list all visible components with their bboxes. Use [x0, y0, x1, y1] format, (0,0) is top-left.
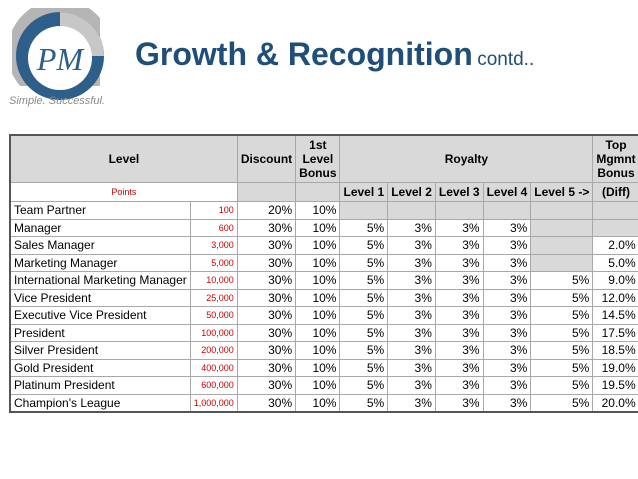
- cell-first-level-bonus: 10%: [296, 307, 340, 325]
- cell-royalty-level-2: 3%: [388, 324, 436, 342]
- table-row: [10, 394, 638, 412]
- header-level-3: Level 3: [435, 183, 483, 202]
- cell-royalty-level-2: 3%: [388, 272, 436, 290]
- cell-royalty-level-1: 5%: [340, 219, 388, 237]
- cell-royalty-level-2: 3%: [388, 289, 436, 307]
- header-discount: Discount: [237, 135, 295, 183]
- cell-first-level-bonus: 10%: [296, 342, 340, 360]
- cell-royalty-level-5: 5%: [531, 289, 593, 307]
- cell-top-mgmt-bonus: [593, 219, 638, 237]
- table-row: [10, 377, 638, 395]
- cell-points: 200,000: [190, 342, 237, 360]
- cell-points: 5,000: [190, 254, 237, 272]
- table-row: [10, 219, 638, 237]
- cell-royalty-level-3: 3%: [435, 254, 483, 272]
- table-row: [10, 237, 638, 255]
- cell-discount: 20%: [237, 202, 295, 220]
- cell-level: Platinum President: [10, 377, 190, 395]
- cell-first-level-bonus: 10%: [296, 289, 340, 307]
- cell-royalty-level-2: [388, 202, 436, 220]
- cell-first-level-bonus: 10%: [296, 202, 340, 220]
- page-title: [135, 36, 534, 73]
- cell-first-level-bonus: 10%: [296, 219, 340, 237]
- table-row: [10, 254, 638, 272]
- cell-points: 100: [190, 202, 237, 220]
- cell-royalty-level-1: 5%: [340, 377, 388, 395]
- cell-royalty-level-4: 3%: [483, 394, 531, 412]
- cell-royalty-level-3: 3%: [435, 219, 483, 237]
- cell-first-level-bonus: 10%: [296, 394, 340, 412]
- cell-royalty-level-3: 3%: [435, 359, 483, 377]
- table-body: [10, 202, 638, 413]
- cell-royalty-level-4: 3%: [483, 289, 531, 307]
- header-diff: (Diff): [593, 183, 638, 202]
- cell-royalty-level-2: 3%: [388, 307, 436, 325]
- cell-royalty-level-1: 5%: [340, 237, 388, 255]
- cell-royalty-level-5: 5%: [531, 359, 593, 377]
- cell-royalty-level-4: [483, 202, 531, 220]
- table-row: [10, 202, 638, 220]
- cell-top-mgmt-bonus: 19.5%: [593, 377, 638, 395]
- cell-royalty-level-3: 3%: [435, 289, 483, 307]
- cell-level: Executive Vice President: [10, 307, 190, 325]
- cell-royalty-level-5: [531, 219, 593, 237]
- cell-royalty-level-5: [531, 202, 593, 220]
- cell-royalty-level-3: 3%: [435, 342, 483, 360]
- cell-level: Team Partner: [10, 202, 190, 220]
- cell-royalty-level-1: 5%: [340, 289, 388, 307]
- cell-discount: 30%: [237, 307, 295, 325]
- cell-royalty-level-4: 3%: [483, 359, 531, 377]
- table-row: [10, 359, 638, 377]
- cell-royalty-level-5: 5%: [531, 272, 593, 290]
- cell-level: Marketing Manager: [10, 254, 190, 272]
- cell-discount: 30%: [237, 219, 295, 237]
- cell-level: International Marketing Manager: [10, 272, 190, 290]
- cell-royalty-level-5: 5%: [531, 342, 593, 360]
- cell-top-mgmt-bonus: 9.0%: [593, 272, 638, 290]
- header-level-4: Level 4: [483, 183, 531, 202]
- cell-discount: 30%: [237, 272, 295, 290]
- header-royalty: Royalty: [340, 135, 593, 183]
- cell-discount: 30%: [237, 324, 295, 342]
- cell-first-level-bonus: 10%: [296, 359, 340, 377]
- header-points: Points: [10, 183, 237, 202]
- logo: [12, 8, 112, 102]
- cell-level: Champion's League: [10, 394, 190, 412]
- cell-level: Manager: [10, 219, 190, 237]
- table-row: [10, 272, 638, 290]
- cell-top-mgmt-bonus: [593, 202, 638, 220]
- cell-royalty-level-3: 3%: [435, 324, 483, 342]
- cell-royalty-level-1: 5%: [340, 307, 388, 325]
- cell-discount: 30%: [237, 237, 295, 255]
- cell-top-mgmt-bonus: 14.5%: [593, 307, 638, 325]
- cell-royalty-level-4: 3%: [483, 377, 531, 395]
- pm-logo-icon: [12, 8, 112, 102]
- cell-discount: 30%: [237, 289, 295, 307]
- cell-royalty-level-1: 5%: [340, 394, 388, 412]
- logo-letters: PM: [36, 41, 84, 77]
- table-row: [10, 307, 638, 325]
- header-first-level-bonus: 1st Level Bonus: [296, 135, 340, 183]
- cell-royalty-level-1: 5%: [340, 324, 388, 342]
- cell-discount: 30%: [237, 377, 295, 395]
- cell-royalty-level-5: [531, 237, 593, 255]
- cell-discount: 30%: [237, 342, 295, 360]
- cell-level: Gold President: [10, 359, 190, 377]
- cell-royalty-level-4: 3%: [483, 324, 531, 342]
- cell-points: 1,000,000: [190, 394, 237, 412]
- growth-table: [9, 134, 638, 413]
- cell-level: Vice President: [10, 289, 190, 307]
- cell-royalty-level-5: 5%: [531, 377, 593, 395]
- cell-first-level-bonus: 10%: [296, 272, 340, 290]
- header-blank-bonus: [296, 183, 340, 202]
- cell-level: Sales Manager: [10, 237, 190, 255]
- header-level: Level: [10, 135, 237, 183]
- cell-royalty-level-2: 3%: [388, 237, 436, 255]
- cell-royalty-level-5: 5%: [531, 324, 593, 342]
- cell-royalty-level-2: 3%: [388, 219, 436, 237]
- cell-royalty-level-4: 3%: [483, 254, 531, 272]
- cell-level: President: [10, 324, 190, 342]
- cell-top-mgmt-bonus: 17.5%: [593, 324, 638, 342]
- cell-royalty-level-3: 3%: [435, 394, 483, 412]
- cell-royalty-level-3: 3%: [435, 307, 483, 325]
- cell-royalty-level-2: 3%: [388, 359, 436, 377]
- cell-discount: 30%: [237, 394, 295, 412]
- cell-royalty-level-4: 3%: [483, 342, 531, 360]
- cell-points: 10,000: [190, 272, 237, 290]
- cell-royalty-level-5: 5%: [531, 307, 593, 325]
- cell-royalty-level-3: 3%: [435, 237, 483, 255]
- header-level-1: Level 1: [340, 183, 388, 202]
- cell-royalty-level-2: 3%: [388, 377, 436, 395]
- cell-royalty-level-5: [531, 254, 593, 272]
- cell-royalty-level-1: 5%: [340, 254, 388, 272]
- cell-top-mgmt-bonus: 19.0%: [593, 359, 638, 377]
- tagline: Simple. Successful.: [9, 95, 105, 107]
- cell-top-mgmt-bonus: 5.0%: [593, 254, 638, 272]
- cell-royalty-level-1: 5%: [340, 359, 388, 377]
- cell-first-level-bonus: 10%: [296, 377, 340, 395]
- cell-royalty-level-4: 3%: [483, 272, 531, 290]
- cell-royalty-level-1: [340, 202, 388, 220]
- cell-royalty-level-3: [435, 202, 483, 220]
- header-level-2: Level 2: [388, 183, 436, 202]
- cell-royalty-level-1: 5%: [340, 272, 388, 290]
- header-level-5: Level 5 ->: [531, 183, 593, 202]
- cell-royalty-level-2: 3%: [388, 254, 436, 272]
- cell-discount: 30%: [237, 254, 295, 272]
- cell-points: 600: [190, 219, 237, 237]
- cell-discount: 30%: [237, 359, 295, 377]
- cell-royalty-level-4: 3%: [483, 307, 531, 325]
- cell-royalty-level-3: 3%: [435, 377, 483, 395]
- table-row: [10, 342, 638, 360]
- cell-level: Silver President: [10, 342, 190, 360]
- cell-first-level-bonus: 10%: [296, 254, 340, 272]
- cell-royalty-level-1: 5%: [340, 342, 388, 360]
- title-sub: contd..: [477, 49, 535, 70]
- cell-top-mgmt-bonus: 12.0%: [593, 289, 638, 307]
- cell-royalty-level-2: 3%: [388, 342, 436, 360]
- cell-points: 25,000: [190, 289, 237, 307]
- cell-points: 3,000: [190, 237, 237, 255]
- title-main: Growth & Recognition: [135, 36, 473, 72]
- cell-top-mgmt-bonus: 18.5%: [593, 342, 638, 360]
- cell-royalty-level-4: 3%: [483, 237, 531, 255]
- cell-royalty-level-5: 5%: [531, 394, 593, 412]
- cell-royalty-level-4: 3%: [483, 219, 531, 237]
- header-top-mgmt-bonus: Top Mgmnt Bonus: [593, 135, 638, 183]
- cell-first-level-bonus: 10%: [296, 237, 340, 255]
- table-row: [10, 289, 638, 307]
- growth-table-container: [9, 134, 638, 413]
- cell-points: 600,000: [190, 377, 237, 395]
- cell-top-mgmt-bonus: 20.0%: [593, 394, 638, 412]
- cell-points: 400,000: [190, 359, 237, 377]
- cell-royalty-level-2: 3%: [388, 394, 436, 412]
- header-blank-discount: [237, 183, 295, 202]
- cell-royalty-level-3: 3%: [435, 272, 483, 290]
- table-row: [10, 324, 638, 342]
- cell-points: 50,000: [190, 307, 237, 325]
- cell-top-mgmt-bonus: 2.0%: [593, 237, 638, 255]
- cell-points: 100,000: [190, 324, 237, 342]
- cell-first-level-bonus: 10%: [296, 324, 340, 342]
